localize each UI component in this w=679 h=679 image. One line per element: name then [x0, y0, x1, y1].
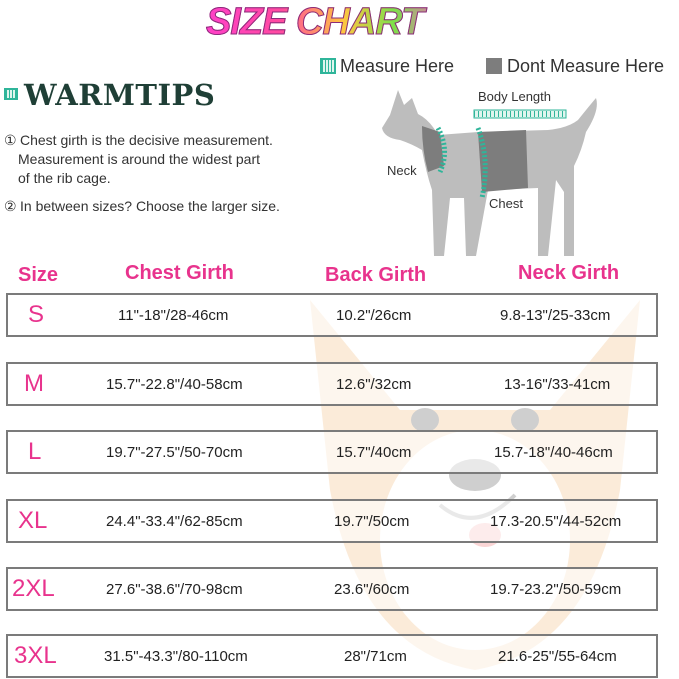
page-title: SIZE CHART	[206, 0, 456, 44]
size-cell: M	[24, 370, 44, 397]
neck-cell: 9.8-13"/25-33cm	[500, 307, 611, 324]
chest-cell: 19.7"-27.5"/50-70cm	[106, 444, 243, 461]
back-cell: 23.6"/60cm	[334, 581, 410, 598]
tip-1-line-2: Measurement is around the widest part	[18, 151, 261, 167]
tip-2-number: ②	[4, 198, 17, 214]
tip-1-line-1: Chest girth is the decisive measurement.	[20, 132, 273, 148]
tip-2	[4, 197, 280, 216]
table-row	[6, 362, 658, 406]
size-cell: S	[28, 301, 45, 328]
back-cell: 28"/71cm	[344, 648, 407, 665]
table-row	[6, 567, 658, 611]
dont-measure-label: Dont Measure Here	[507, 56, 665, 76]
body-length-tape	[474, 110, 566, 118]
chest-label: Chest	[489, 196, 523, 211]
back-cell: 19.7"/50cm	[334, 513, 410, 530]
body-length-label: Body Length	[478, 89, 552, 104]
measure-here-label: Measure Here	[340, 56, 455, 76]
size-cell: 2XL	[12, 575, 55, 602]
tip-2-text: In between sizes? Choose the larger size.	[20, 198, 280, 214]
chest-cell: 27.6"-38.6"/70-98cm	[106, 581, 243, 598]
neck-cell: 21.6-25"/55-64cm	[498, 648, 617, 665]
tip-1	[4, 131, 273, 188]
size-cell: L	[28, 438, 42, 465]
chest-cell: 24.4"-33.4"/62-85cm	[106, 513, 243, 530]
back-cell: 10.2"/26cm	[336, 307, 412, 324]
dont-measure-swatch	[486, 58, 502, 74]
tip-1-number: ①	[4, 132, 17, 148]
chest-cell: 15.7"-22.8"/40-58cm	[106, 376, 243, 393]
size-cell: XL	[18, 507, 48, 534]
neck-label: Neck	[387, 163, 417, 178]
size-cell: 3XL	[14, 642, 57, 669]
header-size: Size	[18, 264, 59, 286]
neck-cell: 13-16"/33-41cm	[504, 376, 611, 393]
background-dog-watermark	[290, 290, 660, 679]
chest-cell: 31.5"-43.3"/80-110cm	[104, 648, 248, 665]
table-row	[6, 430, 658, 474]
neck-cell: 19.7-23.2"/50-59cm	[490, 581, 622, 598]
table-row	[6, 293, 658, 337]
back-cell: 12.6"/32cm	[336, 376, 412, 393]
measure-here-icon	[320, 58, 336, 74]
tip-1-line-3: of the rib cage.	[18, 170, 111, 186]
ruler-icon	[4, 88, 18, 100]
back-cell: 15.7"/40cm	[336, 444, 412, 461]
header-back-girth: Back Girth	[325, 264, 427, 286]
table-row	[6, 499, 658, 543]
warmtips-heading: WARMTIPS	[24, 78, 216, 112]
neck-cell: 15.7-18"/40-46cm	[494, 444, 613, 461]
neck-cell: 17.3-20.5"/44-52cm	[490, 513, 622, 530]
table-row	[6, 634, 658, 678]
chest-cell: 11"-18"/28-46cm	[118, 307, 229, 324]
header-chest-girth: Chest Girth	[125, 262, 234, 284]
header-neck-girth: Neck Girth	[518, 262, 620, 284]
